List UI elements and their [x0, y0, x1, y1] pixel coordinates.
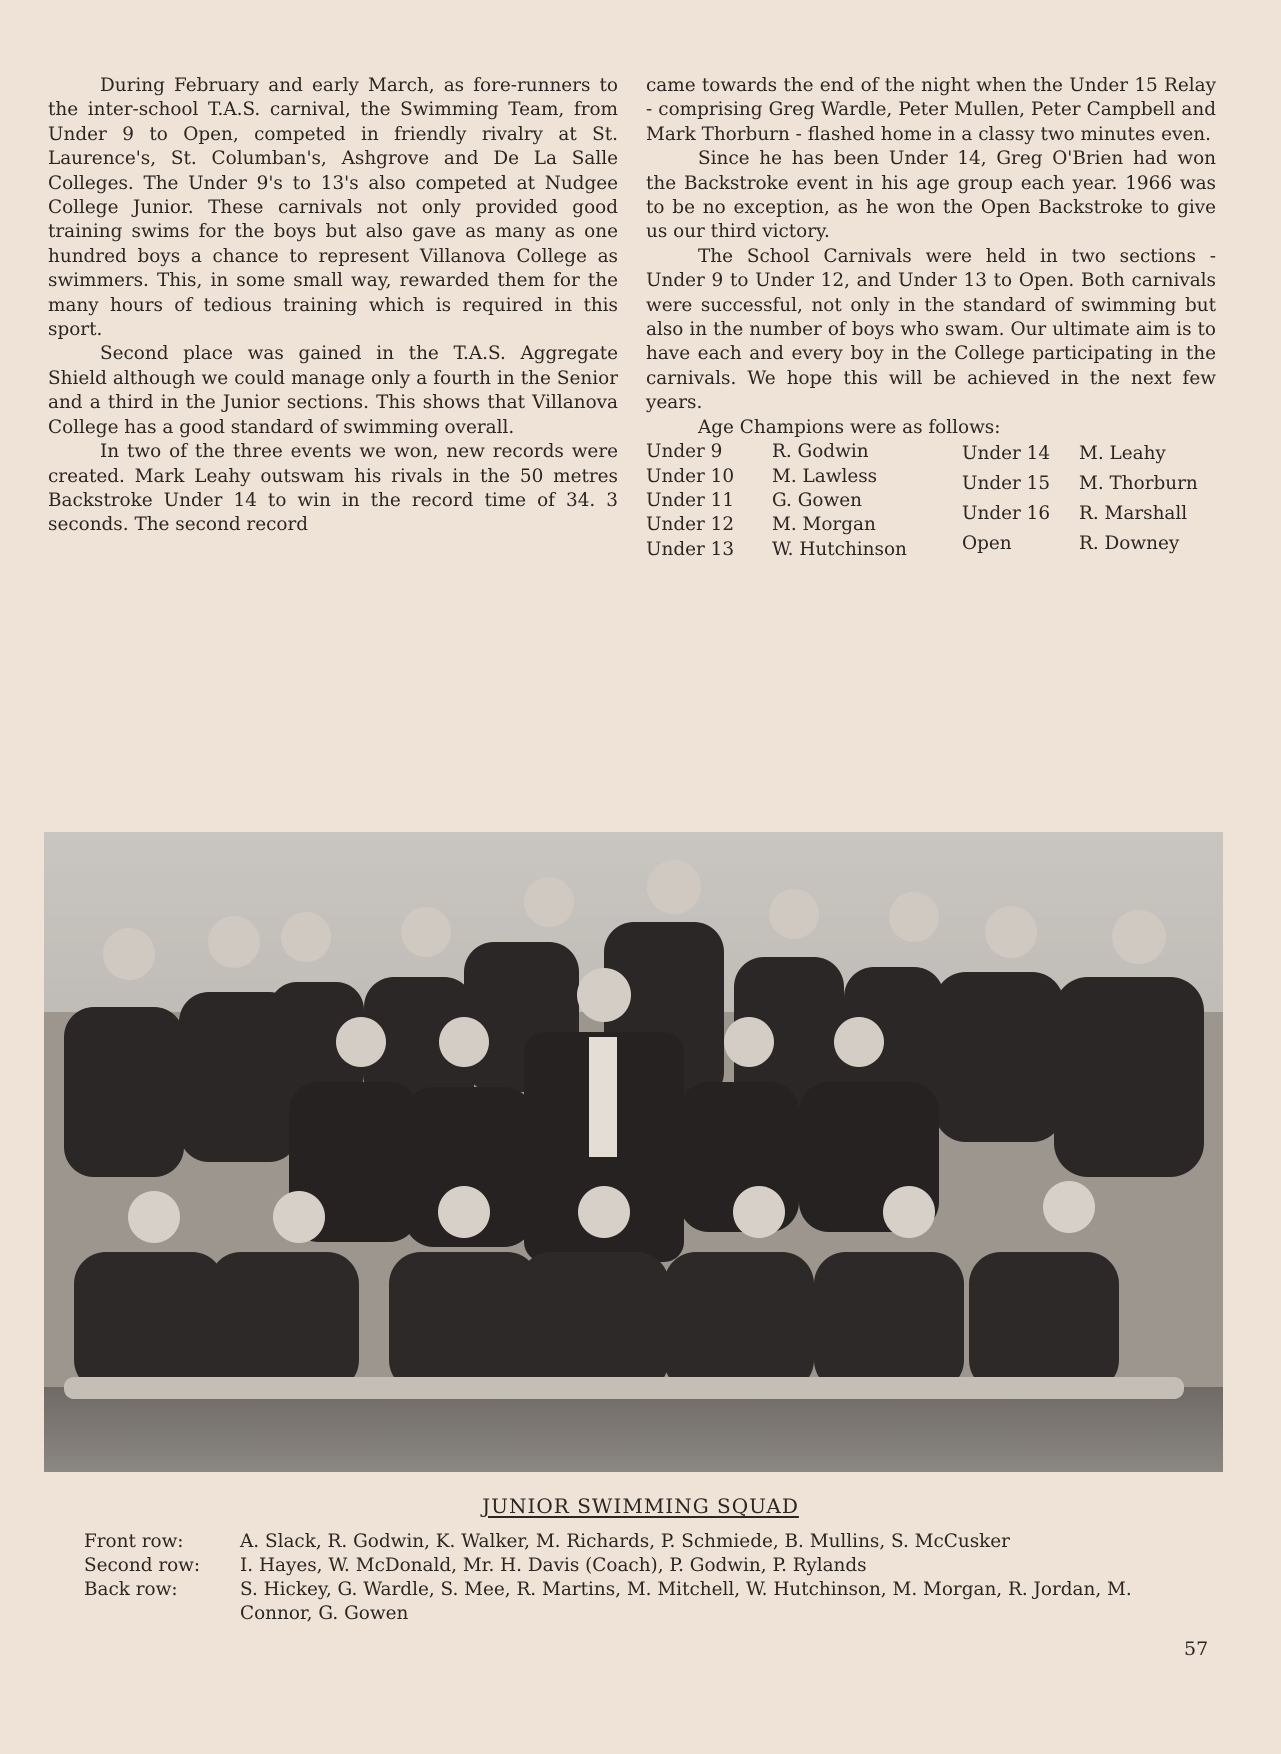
champion-name: M. Morgan	[772, 514, 876, 536]
row-names: I. Hayes, W. McDonald, Mr. H. Davis (Coach), P. Godwin, P. Rylands	[240, 1555, 867, 1576]
caption-row	[84, 1554, 1204, 1578]
row-label: Front row:	[84, 1531, 184, 1552]
row-label: Back row:	[84, 1579, 178, 1600]
photo-caption-names	[84, 1530, 1204, 1626]
row-names: A. Slack, R. Godwin, K. Walker, M. Richards, P. Schmiede, B. Mullins, S. McCusker	[240, 1531, 1010, 1552]
champion-name: M. Leahy	[1079, 443, 1166, 465]
champions-group-b	[962, 442, 1229, 562]
champion-age: Open	[962, 533, 1012, 555]
champion-age: Under 12	[646, 514, 735, 536]
caption-title-text: JUNIOR SWIMMING SQUAD	[482, 1494, 799, 1518]
photo-caption-title	[0, 1494, 1281, 1518]
champion-name: R. Downey	[1079, 533, 1180, 555]
champions-intro: Age Champions were as follows:	[698, 416, 1001, 438]
champion-age: Under 14	[962, 443, 1051, 465]
age-champions-list	[646, 440, 1216, 562]
paragraph: came towards the end of the night when the Under 15 Relay - comprising Greg Wardle, Peter Mullen, Peter Campbell and Mark Thorburn - flashed home in a classy two minutes even.	[646, 75, 1216, 145]
paragraph: In two of the three events we won, new records were created. Mark Leahy outswam his rivals in the 50 metres Backstroke Under 14 to win in the record time of 34. 3 seconds. The second record	[48, 441, 618, 536]
right-article-column	[646, 74, 1216, 562]
team-photo	[44, 832, 1223, 1472]
champion-name: W. Hutchinson	[772, 538, 907, 560]
champion-name: M. Lawless	[772, 465, 878, 487]
page-number: 57	[1184, 1638, 1209, 1660]
caption-row	[84, 1530, 1204, 1554]
champions-group-a	[646, 440, 962, 562]
paragraph: The School Carnivals were held in two sections - Under 9 to Under 12, and Under 13 to Open. Both carnivals were successful, not only in the standard of swimming but also in the number of boys who swam. Our ultimate aim is to have each and every boy in the College participating in the carnivals. We hope this will be achieved in the next few years.	[646, 245, 1216, 414]
row-names: S. Hickey, G. Wardle, S. Mee, R. Martins, M. Mitchell, W. Hutchinson, M. Morgan, R. Jordan, M. Connor, G. Gowen	[240, 1579, 1132, 1624]
team-photo-illustration	[44, 832, 1223, 1472]
paragraph: During February and early March, as fore-runners to the inter-school T.A.S. carnival, the Swimming Team, from Under 9 to Open, competed in friendly rivalry at St. Laurence's, St. Columban's, Ashgrove and De La Salle Colleges. The Under 9's to 13's also competed at Nudgee College Junior. These carnivals not only provided good training swims for the boys but also gave as many as one hundred boys a chance to represent Villanova College as swimmers. This, in some small way, rewarded them for the many hours of tedious training which is required in this sport.	[48, 75, 618, 341]
champion-age: Under 10	[646, 465, 735, 487]
champion-age: Under 11	[646, 489, 735, 511]
champion-name: R. Godwin	[772, 441, 869, 463]
champion-name: M. Thorburn	[1079, 473, 1198, 495]
paragraph: Since he has been Under 14, Greg O'Brien had won the Backstroke event in his age group each year. 1966 was to be no exception, as he won the Open Backstroke to give us our third victory.	[646, 148, 1216, 243]
row-label: Second row:	[84, 1555, 201, 1576]
champion-age: Under 9	[646, 441, 723, 463]
paragraph: Second place was gained in the T.A.S. Aggregate Shield although we could manage only a fourth in the Senior and a third in the Junior sections. This shows that Villanova College has a good standard of swimming overall.	[48, 343, 618, 438]
champion-age: Under 16	[962, 503, 1051, 525]
champion-age: Under 13	[646, 538, 735, 560]
champion-name: G. Gowen	[772, 489, 862, 511]
champion-name: R. Marshall	[1079, 503, 1188, 525]
left-article-column	[48, 74, 618, 538]
caption-row	[84, 1578, 1204, 1626]
champion-age: Under 15	[962, 473, 1051, 495]
